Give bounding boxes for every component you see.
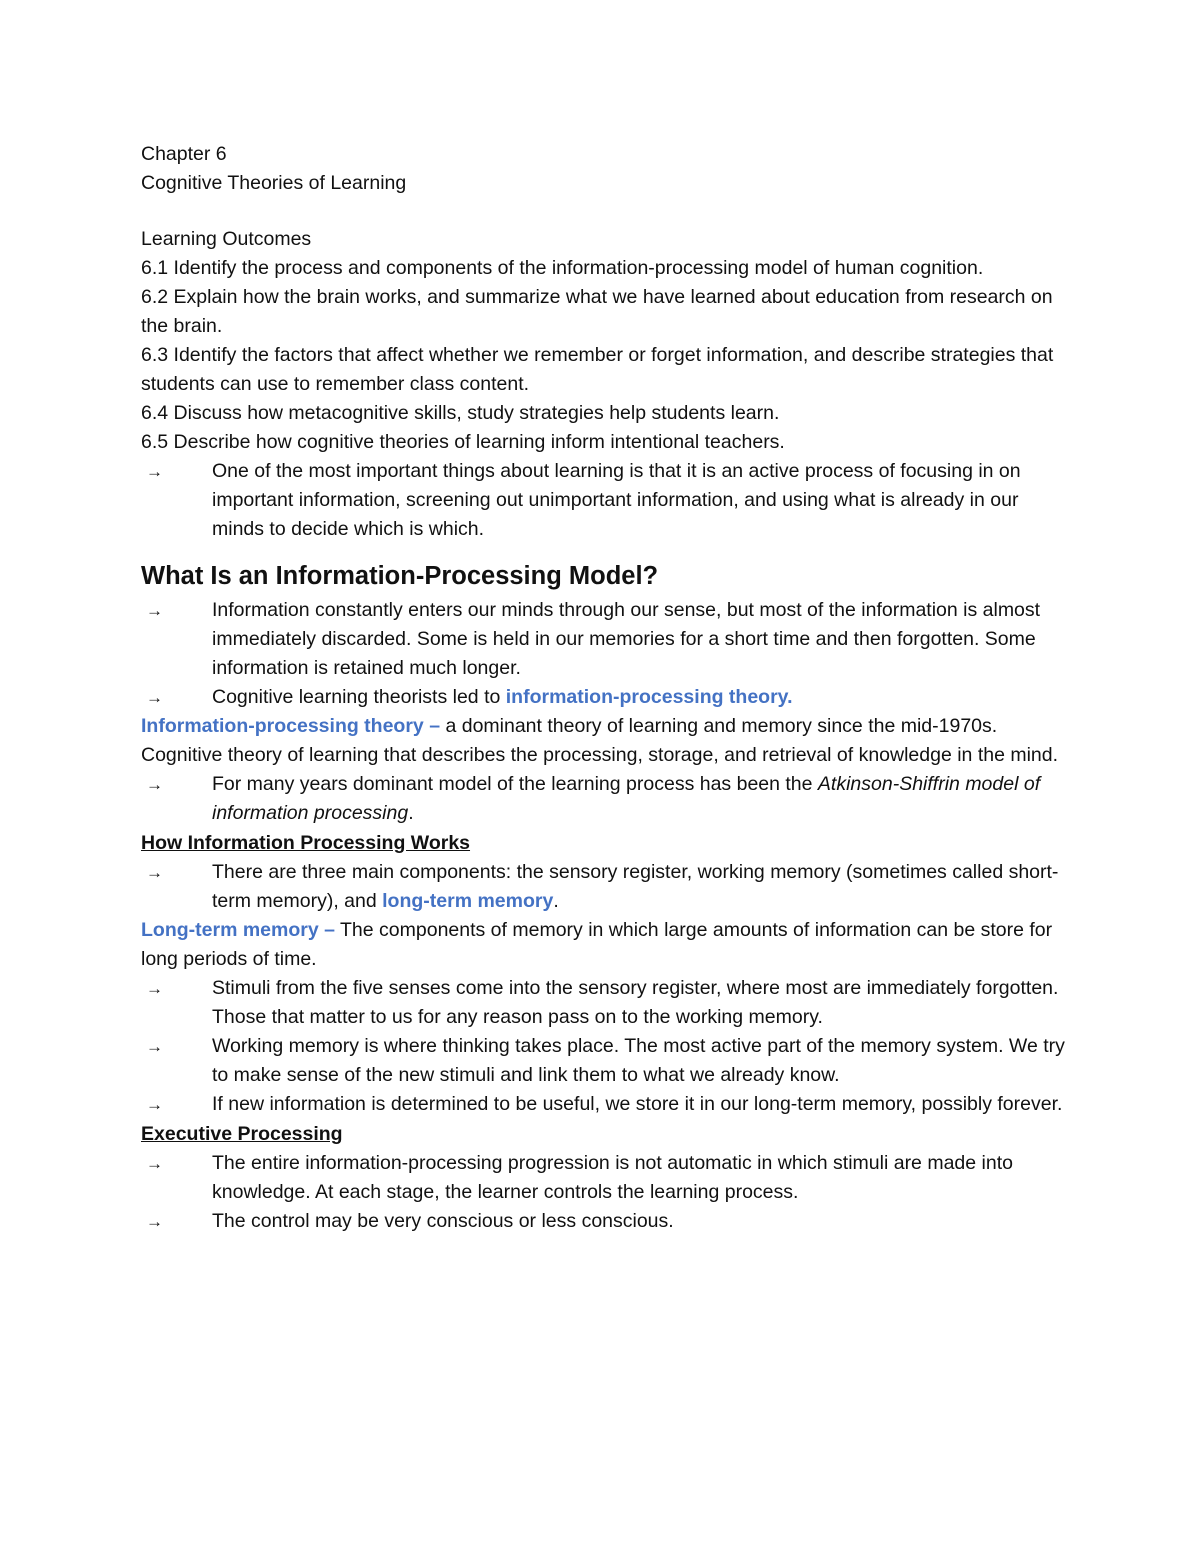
- right-arrow-icon: →: [146, 462, 163, 481]
- bullet-text: Working memory is where thinking takes place. The most active part of the memory system. We try to make sense of the new stimuli and link them to what we already know.: [212, 1035, 1065, 1086]
- bullet-item: [141, 1207, 1071, 1236]
- definition-term: Information-processing theory –: [141, 715, 441, 737]
- outcomes-heading: Learning Outcomes: [141, 228, 312, 250]
- right-arrow-icon: →: [146, 1037, 163, 1056]
- right-arrow-icon: →: [146, 1095, 163, 1114]
- right-arrow-icon: →: [146, 1154, 163, 1173]
- bullet-text: For many years dominant model of the learning process has been the: [212, 773, 818, 795]
- bullet-text: One of the most important things about learning is that it is an active process of focusing in on important information, screening out unimportant information, and using what is already in our minds to decide which is which.: [212, 460, 1021, 540]
- bullet-item: [141, 596, 1071, 683]
- bullet-item: [141, 974, 1071, 1032]
- outcome-item: 6.1 Identify the process and components of the information-processing model of human cognition.: [141, 257, 984, 279]
- key-term: information-processing theory: [505, 686, 788, 708]
- document-page: [141, 140, 1071, 1236]
- bullet-item: [141, 858, 1071, 916]
- bullet-item: [141, 683, 1071, 712]
- outcome-item: 6.4 Discuss how metacognitive skills, study strategies help students learn.: [141, 402, 780, 424]
- outcome-item: 6.3 Identify the factors that affect whether we remember or forget information, and describe strategies that students can use to remember class content.: [141, 344, 1054, 395]
- definition-term: Long-term memory –: [141, 919, 335, 941]
- spacer: [141, 198, 1071, 225]
- bullet-text: The control may be very conscious or less conscious.: [212, 1210, 674, 1232]
- key-term: long-term memory: [382, 890, 554, 912]
- outcome-item: 6.5 Describe how cognitive theories of learning inform intentional teachers.: [141, 431, 785, 453]
- bullet-item: [141, 1149, 1071, 1207]
- right-arrow-icon: →: [146, 1212, 163, 1231]
- right-arrow-icon: →: [146, 775, 163, 794]
- definition-text: a dominant theory of learning and memory since the mid-1970s. Cognitive theory of learning that describes the processing, storage, and retrieval of knowledge in the mind.: [141, 715, 1059, 766]
- punctuation: .: [787, 686, 793, 708]
- right-arrow-icon: →: [146, 979, 163, 998]
- bullet-item: [141, 457, 1071, 544]
- right-arrow-icon: →: [146, 688, 163, 707]
- bullet-item: [141, 770, 1071, 828]
- chapter-label: Chapter 6: [141, 143, 227, 165]
- bullet-text: Cognitive learning theorists led to: [212, 686, 506, 708]
- bullet-item: [141, 1032, 1071, 1090]
- definition: [141, 712, 1071, 770]
- subsection-heading: How Information Processing Works: [141, 832, 471, 854]
- section-heading: What Is an Information-Processing Model?: [141, 562, 659, 590]
- definition-text: The components of memory in which large amounts of information can be store for long periods of time.: [141, 919, 1053, 970]
- subsection-heading: Executive Processing: [141, 1123, 343, 1145]
- right-arrow-icon: →: [146, 863, 163, 882]
- bullet-item: [141, 1090, 1071, 1119]
- definition: [141, 916, 1071, 974]
- bullet-text: The entire information-processing progression is not automatic in which stimuli are made into knowledge. At each stage, the learner controls the learning process.: [212, 1152, 1013, 1203]
- punctuation: .: [408, 802, 414, 824]
- punctuation: .: [553, 890, 559, 912]
- outcome-item: 6.2 Explain how the brain works, and summarize what we have learned about education from research on the brain.: [141, 286, 1053, 337]
- bullet-text: If new information is determined to be useful, we store it in our long-term memory, possibly forever.: [212, 1093, 1063, 1115]
- model-name: Atkinson-Shiffrin model of information processing: [212, 773, 1041, 824]
- bullet-text: There are three main components: the sensory register, working memory (sometimes called short-term memory), and: [212, 861, 1059, 912]
- bullet-text: Stimuli from the five senses come into the sensory register, where most are immediately forgotten. Those that matter to us for any reason pass on to the working memory.: [212, 977, 1059, 1028]
- chapter-title: Cognitive Theories of Learning: [141, 172, 407, 194]
- bullet-text: Information constantly enters our minds through our sense, but most of the information is almost immediately discarded. Some is held in our memories for a short time and then forgotten. Some information is retained much longer.: [212, 599, 1041, 679]
- right-arrow-icon: →: [146, 601, 163, 620]
